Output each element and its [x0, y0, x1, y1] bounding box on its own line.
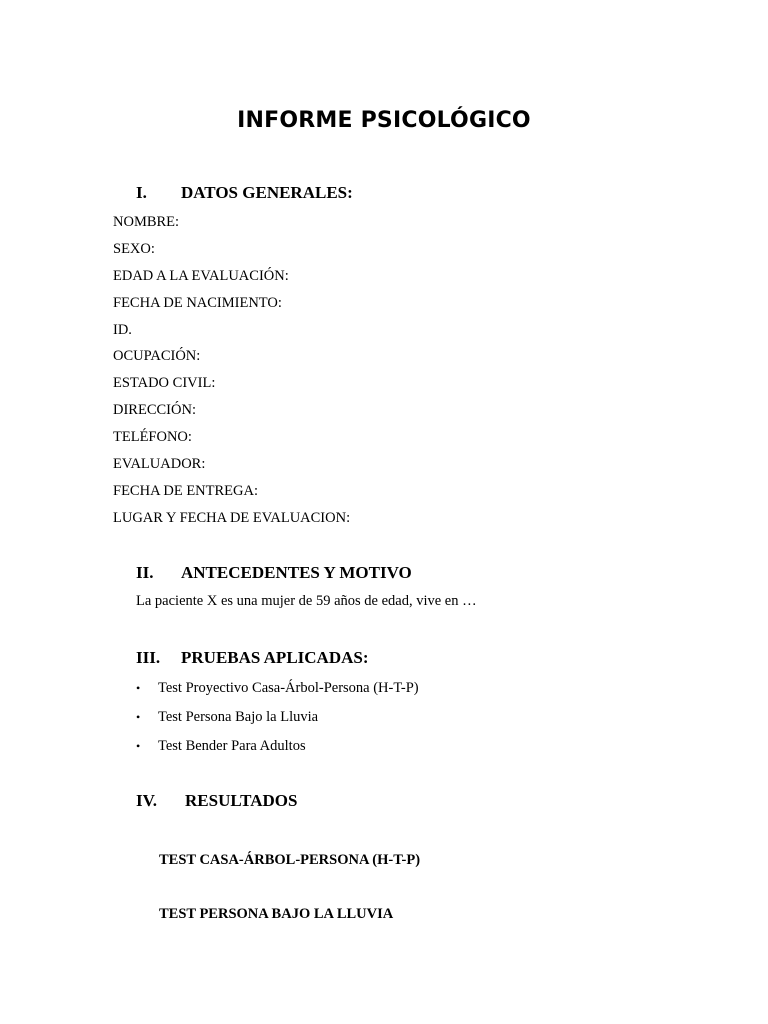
test-name: Test Bender Para Adultos [158, 738, 306, 754]
section-number: II. [136, 563, 154, 582]
page-title: INFORME PSICOLÓGICO [237, 108, 531, 133]
field-label: EDAD A LA EVALUACIÓN: [113, 267, 289, 284]
bullet-icon: • [136, 710, 141, 724]
field-label: FECHA DE NACIMIENTO: [113, 294, 282, 311]
results-subheading-lluvia: TEST PERSONA BAJO LA LLUVIA [159, 906, 394, 922]
field-label: EVALUADOR: [113, 456, 206, 473]
list-item [136, 736, 419, 765]
field-label: DIRECCIÓN: [113, 402, 196, 419]
field-label: LUGAR Y FECHA DE EVALUACION: [113, 509, 351, 526]
section-number: III. [136, 648, 161, 667]
list-item [136, 678, 419, 707]
section-title: PRUEBAS APLICADAS: [181, 648, 369, 667]
section-title: ANTECEDENTES Y MOTIVO [181, 563, 412, 582]
field-label: SEXO: [113, 240, 155, 257]
antecedentes-paragraph: La paciente X es una mujer de 59 años de edad, vive en … [136, 593, 477, 609]
list-item [136, 707, 419, 736]
test-name: Test Proyectivo Casa-Árbol-Persona (H-T-P) [158, 680, 419, 696]
section-number: I. [136, 183, 147, 202]
tests-list [136, 678, 419, 765]
field-label: ESTADO CIVIL: [113, 375, 216, 392]
bullet-icon: • [136, 681, 141, 695]
general-data-fields [113, 212, 350, 535]
field-label: NOMBRE: [113, 214, 180, 230]
bullet-icon: • [136, 739, 141, 753]
section-number: IV. [136, 791, 157, 810]
test-name: Test Persona Bajo la Lluvia [158, 709, 319, 725]
field-label: FECHA DE ENTREGA: [113, 482, 258, 499]
field-label: OCUPACIÓN: [113, 348, 201, 365]
section-title: DATOS GENERALES: [181, 183, 353, 202]
field-label: ID. [113, 321, 132, 338]
results-subheading-htp: TEST CASA-ÁRBOL-PERSONA (H-T-P) [159, 852, 421, 868]
section-title: RESULTADOS [185, 791, 298, 810]
field-label: TELÉFONO: [113, 429, 192, 446]
